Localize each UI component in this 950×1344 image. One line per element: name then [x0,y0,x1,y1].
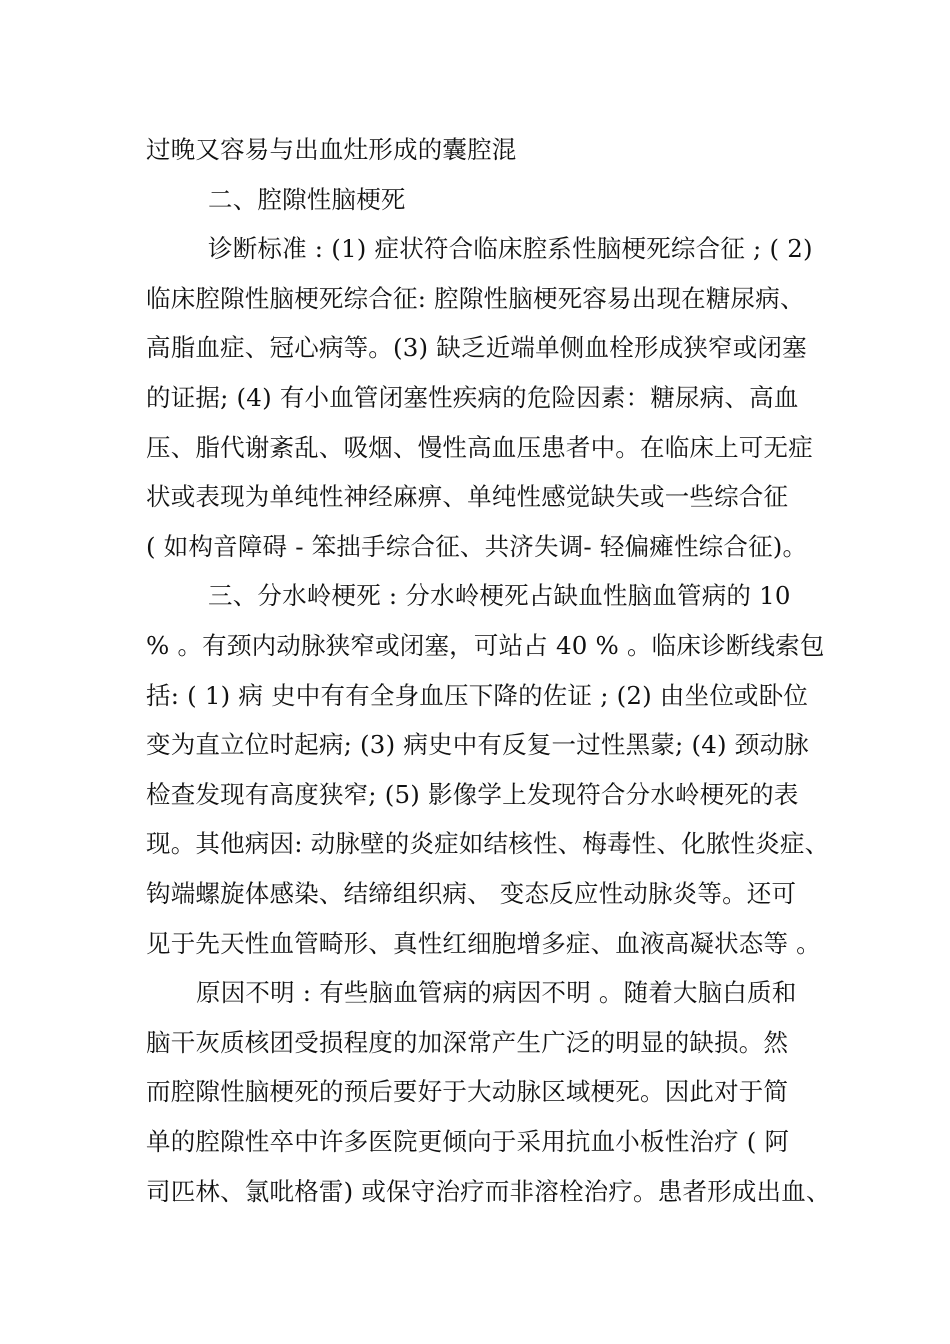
text-line-11: % 。有颈内动脉狭窄或闭塞，可站占 40 % 。临床诊断线索包 [146,631,825,660]
text-line-4: 临床腔隙性脑梗死综合征: 腔隙性脑梗死容易出现在糖尿病、 [146,284,805,313]
text-line-21: 单的腔隙性卒中许多医院更倾向于采用抗血小板性治疗 ( 阿 [146,1127,790,1156]
text-line-3: 诊断标准 : (1) 症状符合临床腔系性脑梗死综合征 ; ( 2) [208,234,813,263]
text-line-1: 过晚又容易与出血灶形成的囊腔混 [146,135,517,164]
section-heading-watershed-infarction: 三、分水岭梗死 : 分水岭梗死占缺血性脑血管病的 10 [208,581,791,610]
text-line-7: 压、脂代谢紊乱、吸烟、慢性高血压患者中。在临床上可无症 [146,433,813,462]
text-line-9: ( 如构音障碍 - 笨拙手综合征、共济失调- 轻偏瘫性综合征)。 [146,532,808,561]
text-line-20: 而腔隙性脑梗死的预后要好于大动脉区域梗死。因此对于简 [146,1077,789,1106]
text-line-15: 现。其他病因: 动脉壁的炎症如结核性、梅毒性、化脓性炎症、 [146,829,830,858]
text-line-8: 状或表现为单纯性神经麻痹、单纯性感觉缺失或一些综合征 [146,482,789,511]
text-line-13: 变为直立位时起病; (3) 病史中有反复一过性黑蒙; (4) 颈动脉 [146,730,809,759]
text-line-22: 司匹林、氯吡格雷) 或保守治疗而非溶栓治疗。患者形成出血、 [146,1177,831,1206]
text-line-16: 钩端螺旋体感染、结缔组织病、 变态反应性动脉炎等。还可 [146,879,797,908]
text-line-19: 脑干灰质核团受损程度的加深常产生广泛的明显的缺损。然 [146,1028,789,1057]
section-heading-lacunar-infarction: 二、腔隙性脑梗死 [208,185,406,214]
paragraph-unknown-cause: 原因不明 : 有些脑血管病的病因不明 。随着大脑白质和 [196,978,797,1007]
text-line-5: 高脂血症、冠心病等。(3) 缺乏近端单侧血栓形成狭窄或闭塞 [146,333,807,362]
text-line-14: 检查发现有高度狭窄; (5) 影像学上发现符合分水岭梗死的表 [146,780,799,809]
text-line-17: 见于先天性血管畸形、真性红细胞增多症、血液高凝状态等 。 [146,929,821,958]
text-line-12: 括: ( 1) 病 史中有有全身血压下降的佐证 ; (2) 由坐位或卧位 [146,681,809,710]
text-line-6: 的证据; (4) 有小血管闭塞性疾病的危险因素：糖尿病、高血 [146,383,799,412]
